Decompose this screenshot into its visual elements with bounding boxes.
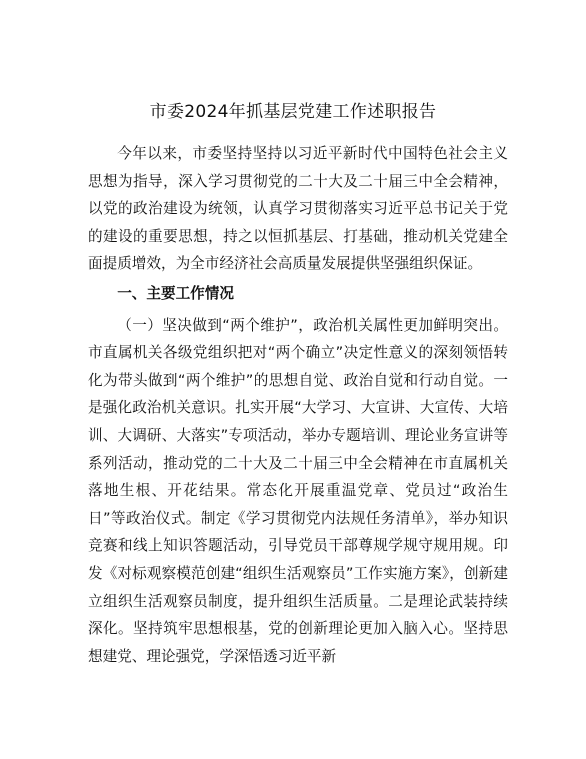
subsection-paragraph: （一）坚决做到“两个维护”，政治机关属性更加鲜明突出。市直属机关各级党组织把对“两个确立”决定性意义的深刻领悟转化为带头做到“两个维护”的思想自觉、政治自觉和行动自觉。一是强化政治机关意识。扎实开展“大学习、大宣讲、大宣传、大培训、大调研、大落实”专项活动，举办专题培训、理论业务宣讲等系列活动，推动党的二十大及二十届三中全会精神在市直属机关落地生根、开花结果。常态化开展重温党章、党员过“政治生日”等政治仪式。制定《学习贯彻党内法规任务清单》，举办知识竞赛和线上知识答题活动，引导党员干部尊规学规守规用规。印发《对标观察模范创建“组织生活观察员”工作实施方案》，创新建立组织生活观察员制度，提升组织生活质量。二是理论武装持续深化。坚持筑牢思想根基，党的创新理论更加入脑入心。坚持思想建党、理论强党，学深悟透习近平新 bbox=[88, 316, 508, 665]
intro-paragraph: 今年以来，市委坚持坚持以习近平新时代中国特色社会主义思想为指导，深入学习贯彻党的二十大及二十届三中全会精神，以党的政治建设为统领，认真学习贯彻落实习近平总书记关于党的建设的重要思想，持之以恒抓基层、打基础，推动机关党建全面提质增效，为全市经济社会高质量发展提供坚强组织保证。 bbox=[88, 145, 508, 273]
section-heading: 一、主要工作情况 bbox=[117, 284, 234, 302]
document-title: 市委2024年抓基层党建工作述职报告 bbox=[149, 102, 437, 122]
document-body bbox=[88, 140, 508, 670]
